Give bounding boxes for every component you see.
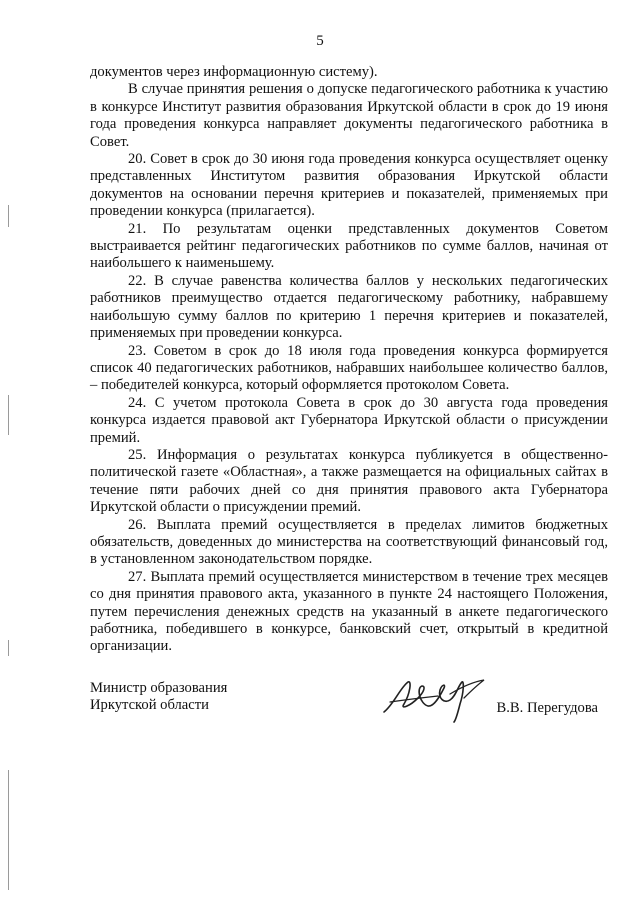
handwritten-signature bbox=[380, 674, 490, 724]
signer-name: В.В. Перегудова bbox=[496, 700, 598, 716]
paragraph-22: 22. В случае равенства количества баллов у нескольких педагогических работников преимущество отдается педагогическому работнику, набравшему наибольшую сумму баллов по критерию 1 перечня критериев и показателей, применяемых при проведении конкурса. bbox=[90, 272, 608, 342]
paragraph-25: 25. Информация о результатах конкурса публикуется в общественно-политической газете «Областная», а также размещается на официальных сайтах в течение пяти рабочих дней со дня принятия правового акта Губернатора Иркутской области о присуждении премий. bbox=[90, 446, 608, 516]
signature-block bbox=[90, 680, 608, 740]
page-number: 5 bbox=[316, 33, 324, 49]
document-body bbox=[90, 64, 608, 656]
paragraph-26: 26. Выплата премий осуществляется в пределах лимитов бюджетных обязательств, доведенных до министерства на соответствующий финансовый год, в установленном законодательством порядке. bbox=[90, 516, 608, 568]
paragraph-27: 27. Выплата премий осуществляется министерством в течение трех месяцев со дня принятия правового акта, указанного в пункте 24 настоящего Положения, путем перечисления денежных средств на указанный в анкете педагогического работника, победившего в конкурсе, банковский счет, открытый в кредитной организации. bbox=[90, 568, 608, 655]
signer-position-line2: Иркутской области bbox=[90, 697, 209, 714]
paragraph-23: 23. Советом в срок до 18 июля года проведения конкурса формируется список 40 педагогических работников, набравших наибольшее количество баллов, – победителей конкурса, который оформляется протоколом Совета. bbox=[90, 342, 608, 394]
margin-scan-marks bbox=[0, 0, 14, 905]
paragraph-continuation: документов через информационную систему). bbox=[90, 64, 378, 80]
paragraph-20: 20. Совет в срок до 30 июня года проведения конкурса осуществляет оценку представленных Институтом развития образования Иркутской области документов на основании перечня критериев и показателей, применяемых при проведении конкурса (прилагается). bbox=[90, 151, 608, 220]
paragraph-21: 21. По результатам оценки представленных документов Советом выстраивается рейтинг педагогических работников по сумме баллов, начиная от наибольшего к наименьшему. bbox=[90, 220, 608, 272]
signer-position bbox=[90, 680, 227, 715]
paragraph-admission-decision: В случае принятия решения о допуске педагогического работника к участию в конкурсе Институт развития образования Иркутской области в срок до 19 июня года проведения конкурса направляет документы педагогического работника в Совет. bbox=[90, 81, 608, 150]
signer-position-line1: Министр образования bbox=[90, 680, 228, 696]
paragraph-24: 24. С учетом протокола Совета в срок до 30 августа года проведения конкурса издается правовой акт Губернатора Иркутской области о присуждении премий. bbox=[90, 394, 608, 446]
